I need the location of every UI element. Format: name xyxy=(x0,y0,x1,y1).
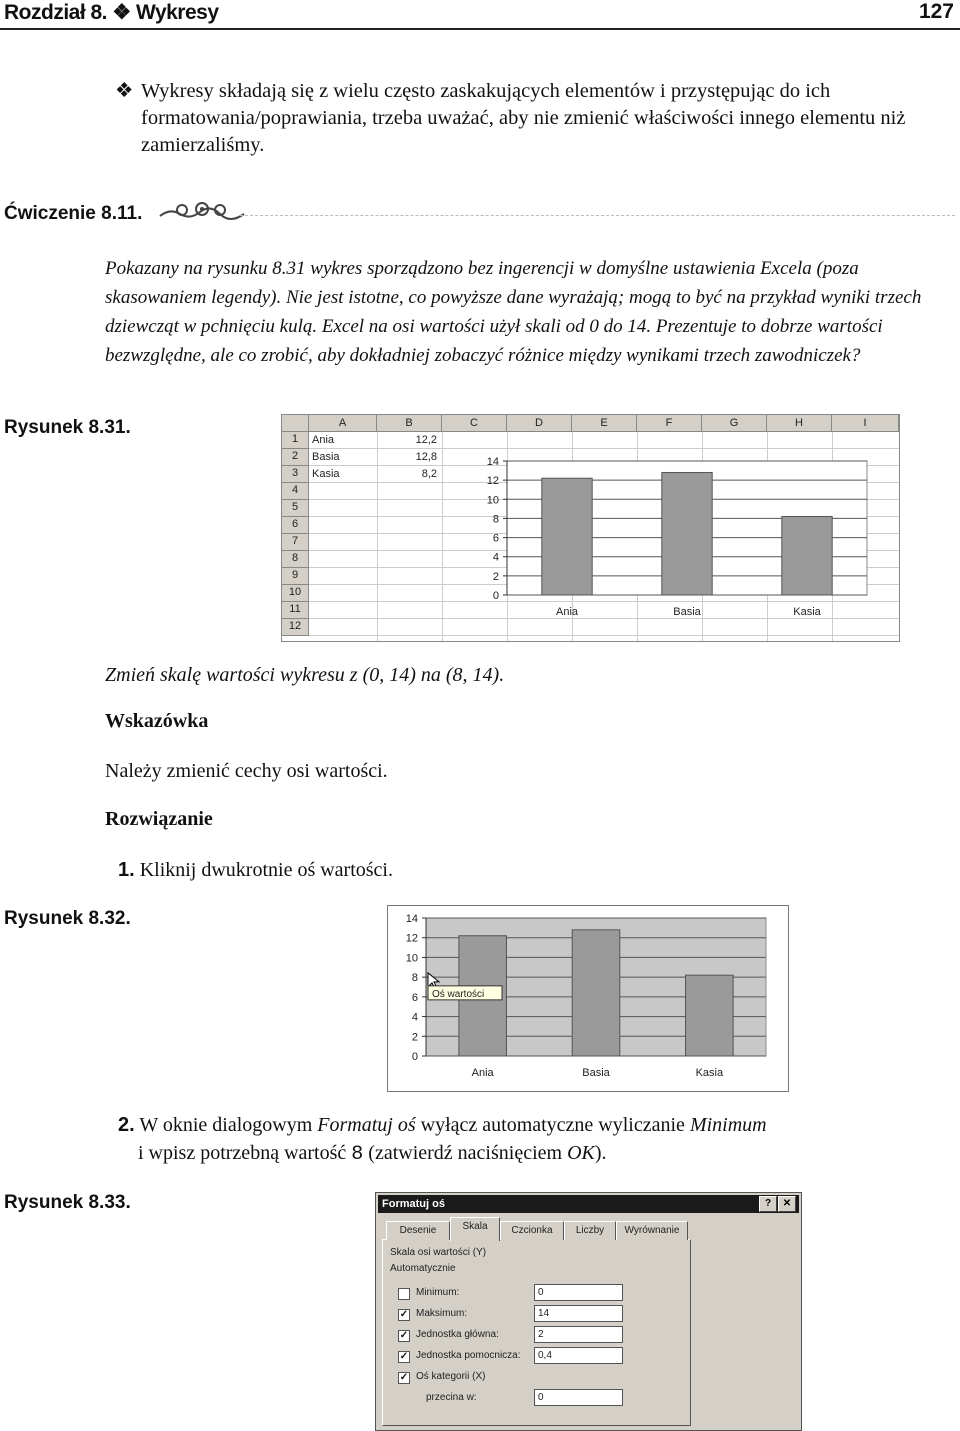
field-label: Jednostka główna: xyxy=(416,1329,499,1340)
exercise-intro: Pokazany na rysunku 8.31 wykres sporządzono bez ingerencji w domyślne ustawienia Excela (poza skasowaniem legendy). Nie jest istotne, co powyższe dane wyrażają; mogą to być na przykład wyniki trzech dziewcząt w pchnięciu kulą. Excel na osi wartości użył skali od 0 do 14. Prezentuje to dobrze wartości bezwzględne, ale co zrobić, aby dokładniej zobaczyć różnice między wynikami trzech zawodniczek? xyxy=(105,258,922,366)
y-tick-label: 2 xyxy=(492,570,499,583)
figure-8-32-label: Rysunek 8.32. xyxy=(4,908,131,929)
row-header-2[interactable]: 2 xyxy=(282,449,309,466)
step-2-text-a: W oknie dialogowym xyxy=(139,1114,318,1136)
dialog-title: Formatuj oś xyxy=(378,1195,799,1213)
step-1 xyxy=(118,856,393,884)
step-1-text: Kliknij dwukrotnie oś wartości. xyxy=(139,859,393,881)
y-tick-label: 0 xyxy=(411,1051,418,1063)
column-header-f[interactable]: F xyxy=(637,415,702,432)
step-2-dialog-name: Formatuj oś xyxy=(317,1114,416,1136)
hint-heading: Wskazówka xyxy=(105,710,209,732)
cell-value[interactable]: 12,8 xyxy=(415,451,437,463)
figure-8-33-label: Rysunek 8.33. xyxy=(4,1192,131,1213)
column-header-e[interactable]: E xyxy=(572,415,637,432)
figure-8-31-label: Rysunek 8.31. xyxy=(4,417,131,438)
column-header-i[interactable]: I xyxy=(832,415,899,432)
field-checkbox[interactable]: ✓ xyxy=(399,1330,409,1341)
step-2-text-i: ). xyxy=(594,1142,607,1164)
category-label: Kasia xyxy=(793,606,821,618)
running-header xyxy=(0,0,960,30)
field-checkbox[interactable]: ✓ xyxy=(399,1351,409,1362)
row-header-5[interactable]: 5 xyxy=(282,500,309,517)
column-header-a[interactable]: A xyxy=(309,415,377,432)
auto-label: Automatycznie xyxy=(390,1263,456,1274)
bar xyxy=(782,517,832,595)
column-header-d[interactable]: D xyxy=(507,415,572,432)
step-1-number: 1. xyxy=(118,859,135,881)
bar-chart-with-tooltip[interactable] xyxy=(387,905,789,1092)
y-tick-label: 4 xyxy=(492,551,499,564)
row-header-3[interactable]: 3 xyxy=(282,466,309,483)
cell-name[interactable]: Kasia xyxy=(312,468,340,480)
step-2 xyxy=(118,1111,948,1169)
grid-line xyxy=(442,431,443,641)
row-header-7[interactable]: 7 xyxy=(282,534,309,551)
exercise-rule xyxy=(240,215,955,216)
bar xyxy=(542,478,592,595)
scale-group-label: Skala osi wartości (Y) xyxy=(390,1247,487,1258)
excel-sheet xyxy=(281,414,900,642)
field-input[interactable]: 0 xyxy=(534,1284,623,1301)
field-checkbox[interactable] xyxy=(398,1288,410,1300)
y-tick-label: 2 xyxy=(411,1031,418,1044)
row-header-11[interactable]: 11 xyxy=(282,602,309,619)
bar xyxy=(686,975,734,1056)
y-tick-label: 12 xyxy=(405,932,418,945)
exercise-task: Zmień skalę wartości wykresu z (0, 14) na (8, 14). xyxy=(105,664,505,686)
cell-value[interactable]: 8,2 xyxy=(421,468,437,480)
category-label: Ania xyxy=(471,1067,494,1079)
bar xyxy=(572,930,620,1056)
grid-line xyxy=(899,431,900,641)
field-input[interactable]: 0,4 xyxy=(534,1347,623,1364)
solution-heading: Rozwiązanie xyxy=(105,808,213,830)
row-header-4[interactable]: 4 xyxy=(282,483,309,500)
field-checkbox[interactable]: ✓ xyxy=(399,1372,409,1383)
tab-desenie[interactable]: Desenie xyxy=(386,1221,450,1240)
field-label: Oś kategorii (X) xyxy=(416,1371,486,1382)
format-axis-dialog xyxy=(375,1192,802,1431)
y-tick-label: 14 xyxy=(405,913,418,925)
y-tick-label: 0 xyxy=(492,590,499,602)
tooltip-text: Oś wartości xyxy=(432,988,485,1000)
cell-name[interactable]: Ania xyxy=(312,434,335,446)
row-header-12[interactable]: 12 xyxy=(282,619,309,636)
step-2-number: 2. xyxy=(118,1114,135,1136)
field-checkbox[interactable]: ✓ xyxy=(399,1309,409,1320)
column-header-c[interactable]: C xyxy=(442,415,507,432)
category-label: Basia xyxy=(673,606,701,618)
cell-name[interactable]: Basia xyxy=(312,451,340,463)
step-2-text-g: (zatwierdź naciśnięciem xyxy=(363,1142,568,1164)
y-tick-label: 14 xyxy=(486,456,499,468)
row-header-10[interactable]: 10 xyxy=(282,585,309,602)
category-label: Ania xyxy=(555,606,579,618)
column-header-g[interactable]: G xyxy=(702,415,767,432)
bullet-note xyxy=(115,78,955,159)
step-2-ok: OK xyxy=(567,1142,595,1164)
field-label: przecina w: xyxy=(426,1392,477,1403)
help-button[interactable]: ? xyxy=(759,1196,777,1212)
y-tick-label: 8 xyxy=(411,972,418,985)
field-input[interactable]: 0 xyxy=(534,1389,623,1406)
grid-line xyxy=(377,431,378,641)
row-header-8[interactable]: 8 xyxy=(282,551,309,568)
field-input[interactable]: 2 xyxy=(534,1326,623,1343)
step-2-value: 8 xyxy=(351,1143,364,1166)
tab-skala[interactable]: Skala xyxy=(450,1217,500,1241)
page-number: 127 xyxy=(918,0,954,23)
column-header-b[interactable]: B xyxy=(377,415,442,432)
field-label: Minimum: xyxy=(416,1287,460,1298)
field-label: Jednostka pomocnicza: xyxy=(416,1350,521,1361)
y-tick-label: 12 xyxy=(486,475,499,488)
step-2-text-c: wyłącz automatyczne wyliczanie xyxy=(415,1114,690,1136)
category-label: Basia xyxy=(582,1067,610,1079)
exercise-ornament-icon xyxy=(158,200,248,222)
column-header-h[interactable]: H xyxy=(767,415,832,432)
y-tick-label: 6 xyxy=(492,532,499,545)
row-header-6[interactable]: 6 xyxy=(282,517,309,534)
bar xyxy=(662,472,712,595)
cell-value[interactable]: 12,2 xyxy=(415,434,437,446)
step-2-text-e: i wpisz potrzebną wartość xyxy=(138,1142,352,1164)
row-header-9[interactable]: 9 xyxy=(282,568,309,585)
y-tick-label: 10 xyxy=(486,494,499,507)
bullet-note-text: Wykresy składają się z wielu często zaskakujących elementów i przystępując do ich formatowania/poprawiania, trzeba uważać, aby nie zmienić właściwości innego elementu niż zamierzaliśmy. xyxy=(141,80,906,156)
category-label: Kasia xyxy=(695,1067,724,1079)
tab-liczby[interactable]: Liczby xyxy=(564,1221,616,1240)
field-input[interactable]: 14 xyxy=(534,1305,623,1322)
field-label: Maksimum: xyxy=(416,1308,468,1319)
tab-wyrównanie[interactable]: Wyrównanie xyxy=(616,1221,688,1240)
y-tick-label: 4 xyxy=(411,1011,418,1024)
chapter-title: Rozdział 8. ❖ Wykresy xyxy=(4,1,219,24)
embedded-bar-chart[interactable] xyxy=(463,443,893,638)
exercise-label: Ćwiczenie 8.11. xyxy=(4,203,143,224)
select-all-corner[interactable] xyxy=(282,415,309,432)
close-button[interactable]: ✕ xyxy=(778,1196,796,1212)
y-tick-label: 10 xyxy=(405,952,418,965)
hint-text: Należy zmienić cechy osi wartości. xyxy=(105,760,388,782)
step-2-minimum: Minimum xyxy=(689,1114,767,1136)
y-tick-label: 8 xyxy=(492,513,499,526)
diamond-bullet-icon: ❖ xyxy=(115,80,134,102)
tab-czcionka[interactable]: Czcionka xyxy=(500,1221,564,1240)
row-header-1[interactable]: 1 xyxy=(282,432,309,449)
y-tick-label: 6 xyxy=(411,991,418,1004)
